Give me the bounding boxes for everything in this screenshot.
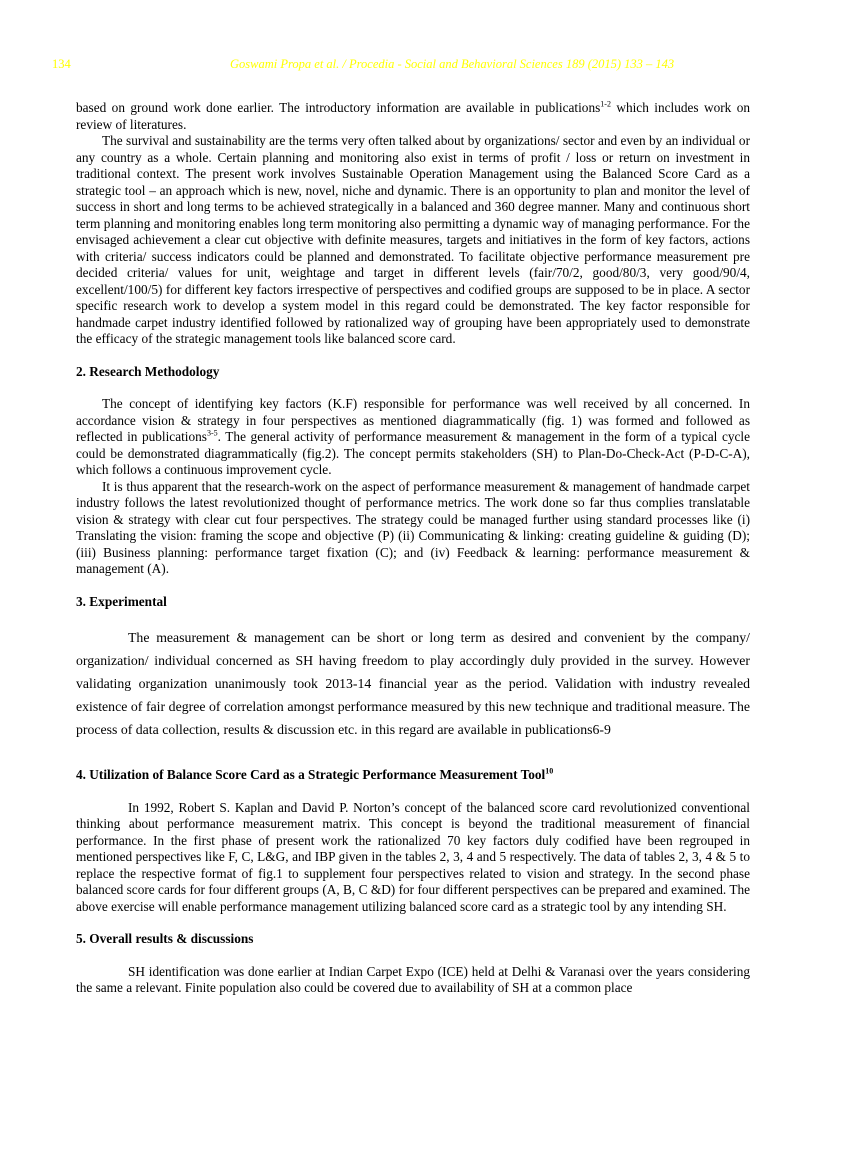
section-heading: 3. Experimental [76,593,167,609]
text: . The general activity of performance measurement & management in the form of a typical cycle could be demonstrated diagrammatically (fig.2). The concept permits stakeholders (SH) to Plan-Do-Check-Act (P-D-C-A), which follows a continuous improvement cycle. [76,429,750,477]
section-heading [76,767,750,784]
paragraph: The measurement & management can be short or long term as desired and convenient by the company/ organization/ individual concerned as SH having freedom to play accordingly duly provided in the survey. However validating organization unanimously took 2013-14 financial year as the period. Validation with industry revealed existence of fair degree of correlation amongst performance measured by this new technique and traditional measure. The process of data collection, results & discussion etc. in this regard are available in publications6-9 [76,630,750,737]
section-heading: 5. Overall results & discussions [76,931,254,946]
text: 4. Utilization of Balance Score Card as a Strategic Performance Measurement Tool [76,767,546,782]
citation: 3-5 [206,428,218,438]
citation: 1-2 [600,99,611,109]
page-number: 134 [52,57,71,71]
paragraph: SH identification was done earlier at Indian Carpet Expo (ICE) held at Delhi & Varanasi over the years considering the same a relevant. Finite population also could be covered due to availability of SH at a common place [76,963,750,995]
paragraph: In 1992, Robert S. Kaplan and David P. Norton’s concept of the balanced score card revolutionized conventional thinking about performance measurement matrix. This concept is beyond the traditional measurement of financial performance. In the first phase of present work the rationalized 70 key factors duly codified have been regrouped in mentioned perspectives like F, C, L&G, and IBP given in the tables 2, 3, 4 and 5 respectively. The data of tables 2, 3, 4 & 5 to replace the respective format of fig.1 to supplement four perspectives related to vision and strategy. In the second phase balanced score cards for four different groups (A, B, C &D) for four different perspectives can be prepared and examined. The above exercise will enable performance management utilizing balanced score card as a strategic tool by any intending SH. [76,799,750,914]
section-heading: 2. Research Methodology [76,363,220,379]
text: based on ground work done earlier. The introductory information are available in publications [76,100,601,115]
paragraph [76,396,750,479]
body-text [76,100,750,997]
journal-citation: Goswami Propa et al. / Procedia - Social and Behavioral Sciences 189 (2015) 133 – 143 [230,57,675,71]
text: which includes work on review of literatures. [76,100,750,132]
text: The concept of identifying key factors (K.F) responsible for performance was well received by all concerned. In accordance vision & strategy in four perspectives as mentioned diagrammatically (fig. 1) was formed and followed as reflected in publications [76,396,750,444]
paragraph: It is thus apparent that the research-work on the aspect of performance measurement & management of handmade carpet industry follows the latest revolutionized thought of performance metrics. The work done so far thus complies translatable vision & strategy with clear cut four perspectives. The strategy could be managed further using standard processes like (i) Translating the vision: framing the scope and objective (P) (ii) Communicating & linking: creating guideline & guiding (D); (iii) Business planning: performance target fixation (C); and (iv) Feedback & learning: performance measurement & management (A). [76,478,750,576]
paragraph [76,100,750,133]
paragraph: The survival and sustainability are the terms very often talked about by organizations/ sector and even by an individual or any country as a whole. Certain planning and monitoring also exist in terms of profit / loss or return on investment in traditional context. The present work involves Sustainable Operation Management using the Balanced Score Card as a strategic tool – an approach which is new, novel, niche and dynamic. There is an opportunity to plan and monitor the level of success in short and long terms to be achieved strategically in a balanced and 360 degree manner. Many and continuous short term planning and monitoring enables long term monitoring also permitting a dynamic way of managing performance. For the envisaged achievement a clear cut objective with definite measures, targets and initiatives in the form of key factors, actions with criteria/ success indicators could be planned and demonstrated. To facilitate objective performance measurement pre decided criteria/ values for unit, weightage and target in different levels (fair/70/2, good/80/3, very good/90/4, excellent/100/5) for different key factors irrespective of perspectives and codified groups are supposed to be in place. A sector specific research work to develop a system model in this regard could be demonstrated. The key factor responsible for handmade carpet industry identified followed by rationalized way of grouping have been appropriately used to demonstrate the efficacy of the strategic management tools like balanced score card. [76,133,750,346]
citation: 10 [545,766,554,776]
